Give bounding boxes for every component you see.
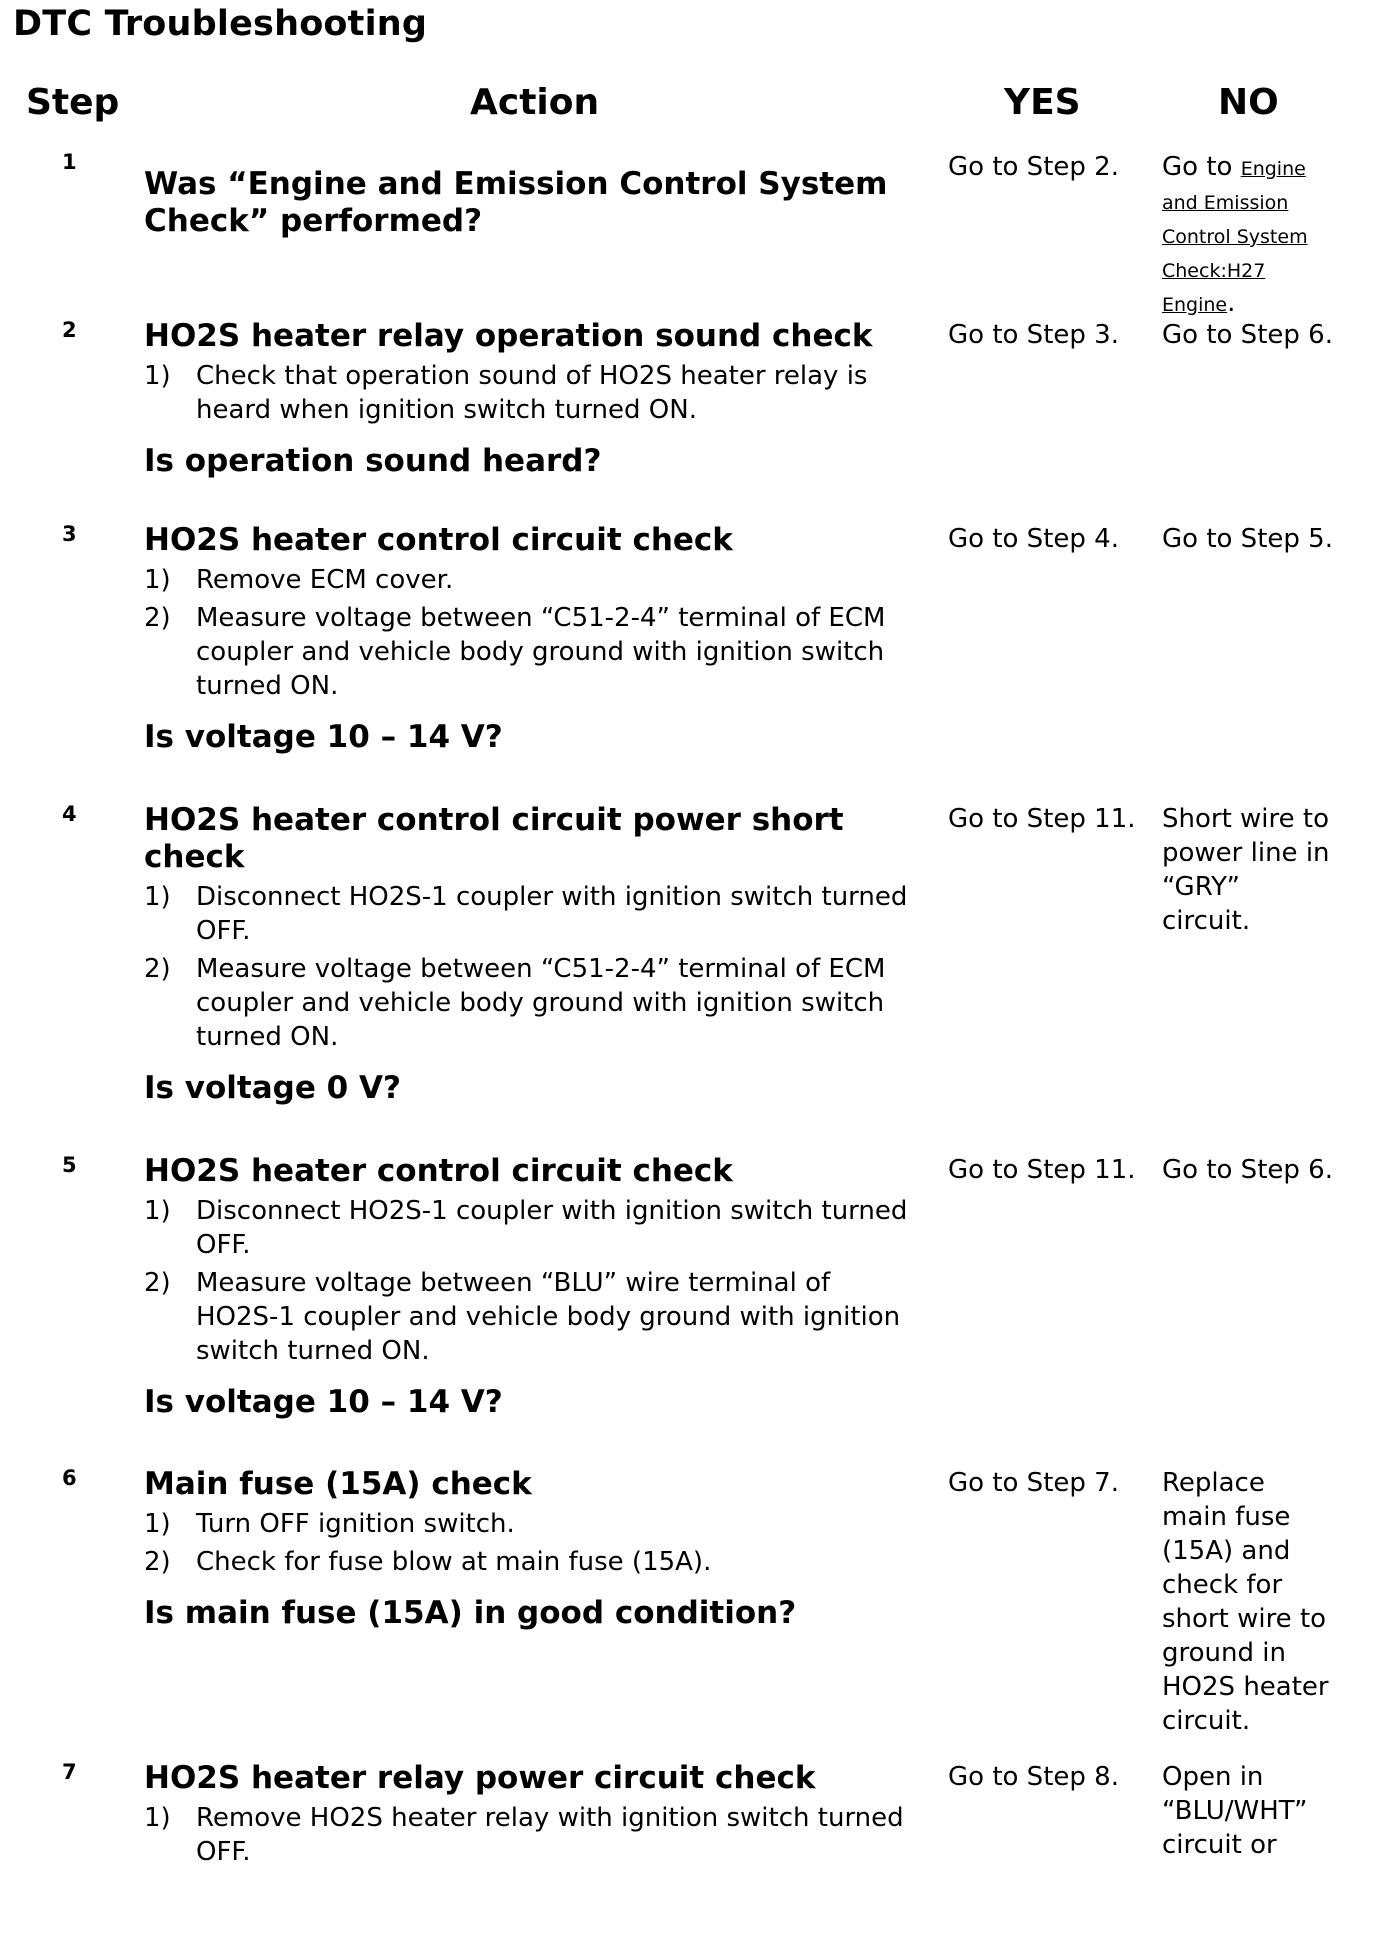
engine-emission-check-link[interactable]: Engine and Emission Control System Check:H27 Engine	[1162, 158, 1308, 316]
step-action	[144, 1466, 914, 1632]
substep	[144, 1507, 914, 1541]
substep	[144, 1545, 914, 1579]
step-yes-result: Go to Step 11.	[948, 804, 1136, 834]
substep	[144, 563, 914, 597]
substep-text: Remove HO2S heater relay with ignition switch turned OFF.	[196, 1803, 904, 1867]
substep-text: Disconnect HO2S-1 coupler with ignition switch turned OFF.	[196, 882, 908, 946]
step-number: 3	[62, 522, 77, 546]
step-title: Main fuse (15A) check	[144, 1466, 532, 1502]
step-question: Was “Engine and Emission Control System Check” performed?	[144, 166, 888, 239]
step-action	[144, 1760, 914, 1869]
step-no-result	[1162, 150, 1344, 320]
substep	[144, 1266, 914, 1368]
column-header-step: Step	[26, 82, 120, 123]
substep-number: 1)	[144, 1803, 171, 1833]
substep-text: Measure voltage between “C51-2-4” terminal of ECM coupler and vehicle body ground with ignition switch turned ON.	[196, 603, 886, 701]
substep-number: 1)	[144, 1196, 171, 1226]
step-yes-result: Go to Step 11.	[948, 1155, 1136, 1185]
step-yes-result: Go to Step 4.	[948, 524, 1119, 554]
step-title: HO2S heater relay power circuit check	[144, 1760, 816, 1796]
step-yes-result: Go to Step 7.	[948, 1468, 1119, 1498]
page-title: DTC Troubleshooting	[13, 4, 428, 44]
step-action	[144, 318, 914, 480]
step-question: Is voltage 10 – 14 V?	[144, 719, 503, 755]
substep-number: 1)	[144, 361, 171, 391]
no-suffix: .	[1227, 288, 1236, 318]
step-no-result: Short wire to power line in “GRY” circuit.	[1162, 804, 1330, 936]
substep-text: Turn OFF ignition switch.	[196, 1509, 515, 1539]
step-number: 1	[62, 150, 77, 174]
substep	[144, 1194, 914, 1262]
step-no-result: Replace main fuse (15A) and check for short wire to ground in HO2S heater circuit.	[1162, 1468, 1329, 1736]
column-header-no: NO	[1218, 82, 1279, 123]
step-no-result: Go to Step 6.	[1162, 320, 1333, 350]
step-action	[144, 1153, 914, 1421]
column-header-yes: YES	[1004, 82, 1081, 123]
step-number: 4	[62, 802, 77, 826]
step-no-result: Go to Step 5.	[1162, 524, 1333, 554]
step-yes-result: Go to Step 3.	[948, 320, 1119, 350]
step-title: HO2S heater control circuit check	[144, 1153, 733, 1189]
substep-number: 1)	[144, 882, 171, 912]
column-header-action: Action	[470, 82, 600, 123]
substep-number: 2)	[144, 603, 171, 633]
step-action	[144, 802, 914, 1107]
substep	[144, 952, 914, 1054]
step-action	[144, 166, 914, 240]
substep-text: Remove ECM cover.	[196, 565, 454, 595]
substep-text: Measure voltage between “C51-2-4” terminal of ECM coupler and vehicle body ground with ignition switch turned ON.	[196, 954, 886, 1052]
step-no-result: Open in “BLU/WHT” circuit or	[1162, 1762, 1308, 1860]
step-number: 6	[62, 1466, 77, 1490]
substep-number: 1)	[144, 1509, 171, 1539]
step-number: 7	[62, 1760, 77, 1784]
step-question: Is main fuse (15A) in good condition?	[144, 1595, 797, 1631]
step-number: 5	[62, 1153, 77, 1177]
substep-number: 1)	[144, 565, 171, 595]
substep-text: Check that operation sound of HO2S heater relay is heard when ignition switch turned ON.	[196, 361, 868, 425]
step-question: Is operation sound heard?	[144, 443, 602, 479]
step-question: Is voltage 0 V?	[144, 1070, 401, 1106]
no-prefix: Go to	[1162, 152, 1241, 182]
substep	[144, 880, 914, 948]
substep-number: 2)	[144, 1547, 171, 1577]
substep-text: Measure voltage between “BLU” wire terminal of HO2S-1 coupler and vehicle body ground with ignition switch turned ON.	[196, 1268, 901, 1366]
substep	[144, 1801, 914, 1869]
step-title: HO2S heater control circuit check	[144, 522, 733, 558]
step-title: HO2S heater control circuit power short check	[144, 802, 844, 875]
substep-text: Check for fuse blow at main fuse (15A).	[196, 1547, 712, 1577]
substep-text: Disconnect HO2S-1 coupler with ignition switch turned OFF.	[196, 1196, 908, 1260]
substep	[144, 359, 914, 427]
step-question: Is voltage 10 – 14 V?	[144, 1384, 503, 1420]
step-action	[144, 522, 914, 756]
substep-number: 2)	[144, 1268, 171, 1298]
step-yes-result: Go to Step 2.	[948, 152, 1119, 182]
step-number: 2	[62, 318, 77, 342]
step-yes-result: Go to Step 8.	[948, 1762, 1119, 1792]
step-no-result: Go to Step 6.	[1162, 1155, 1333, 1185]
step-title: HO2S heater relay operation sound check	[144, 318, 873, 354]
substep	[144, 601, 914, 703]
substep-number: 2)	[144, 954, 171, 984]
